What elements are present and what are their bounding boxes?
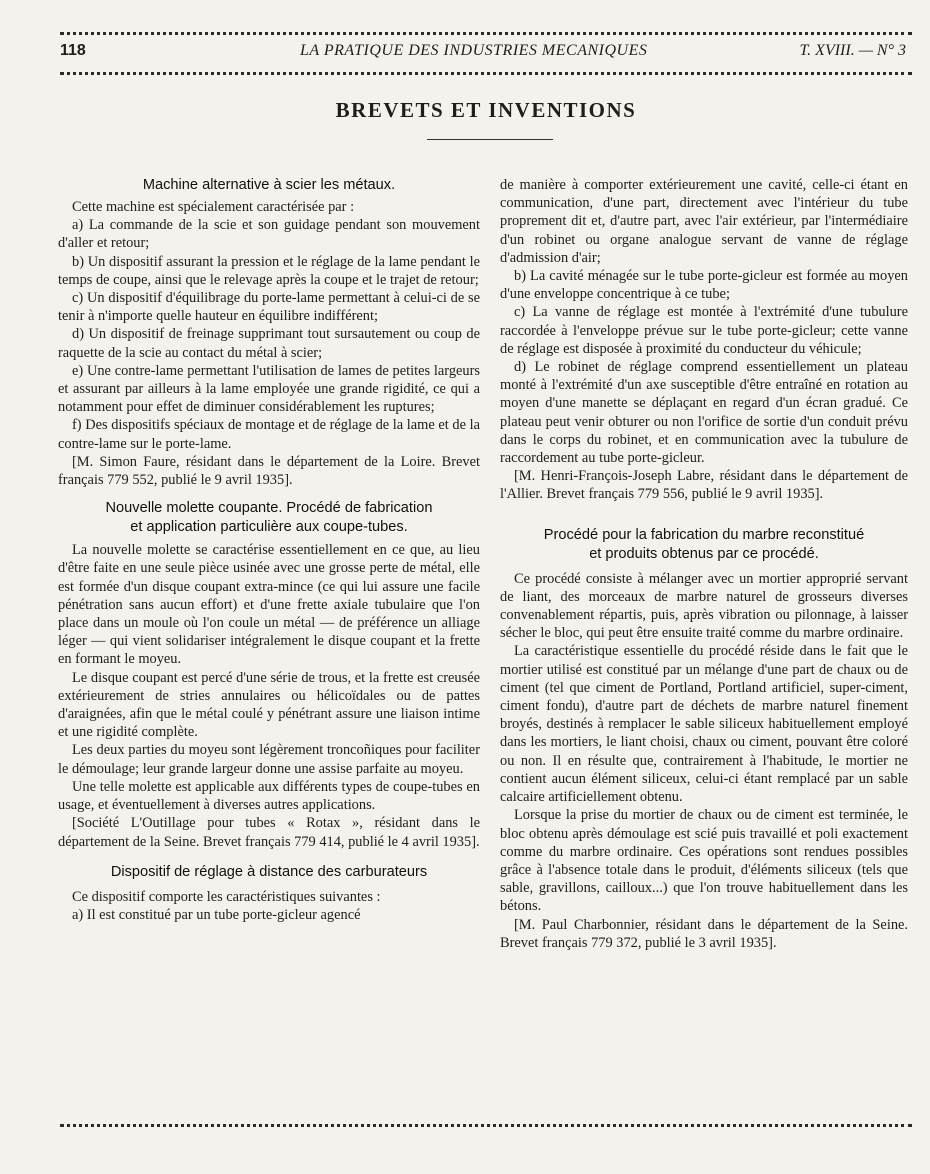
paragraph: b) Un dispositif assurant la pression et le réglage de la lame pendant le temps de coupe, ainsi que le relevage après la coupe et le trajet de retour; xyxy=(58,253,480,288)
section-heading-line: Procédé pour la fabrication du marbre reconstitué xyxy=(543,526,865,543)
section-heading-line: Nouvelle molette coupante. Procédé de fabrication xyxy=(105,500,433,517)
page-number: 118 xyxy=(60,42,86,59)
patent-reference: [Société L'Outillage pour tubes « Rotax », résidant dans le département de la Seine. Brevet français 779 414, publié le 4 avril 1935]. xyxy=(58,815,480,850)
section-heading: Dispositif de réglage à distance des carburateurs xyxy=(110,863,428,880)
paragraph: e) Une contre-lame permettant l'utilisation de lames de petites largeurs et assurant par ailleurs à la lame employée une grande rigidité, ce qui a notamment pour effet de diminuer considérablement les ruptures; xyxy=(58,362,480,416)
patent-reference: [M. Henri-François-Joseph Labre, résidant dans le département de l'Allier. Brevet français 779 556, publié le 9 avril 1935]. xyxy=(500,468,908,503)
paragraph: d) Le robinet de réglage comprend essentiellement un plateau monté à l'extrémité d'un axe susceptible d'être entraîné en rotation au moyen d'une manette se déplaçant en regard d'un écran gradué. Ce plateau peut venir obturer ou non l'orifice de sortie d'un conduit prévu dans le corps du robinet, et en communication avec la tubulure de raccordement au tube porte-gicleur. xyxy=(500,359,908,467)
header-bottom-rule xyxy=(60,72,912,75)
paragraph: La nouvelle molette se caractérise essentiellement en ce que, au lieu d'être faite en une seule pièce usinée avec une grosse perte de métal, elle est formée d'un disque coupant extra-mince (ce qui lui assure une facile pénétration sans aucun effort) et d'une frette axiale tubulaire que l'on place dans un moule où l'on coule un métal — de préférence un alliage léger — qui vient solidariser intégralement le disque coupant et la frette en formant le moyeu. xyxy=(58,542,480,668)
volume-issue: T. XVIII. — N° 3 xyxy=(799,42,906,59)
paragraph: d) Un dispositif de freinage supprimant tout sursautement ou coup de raquette de la scie au contact du métal à scier; xyxy=(58,326,480,361)
patent-reference: [M. Simon Faure, résidant dans le département de la Loire. Brevet français 779 552, publié le 9 avril 1935]. xyxy=(58,453,480,489)
paragraph: f) Des dispositifs spéciaux de montage et de réglage de la lame et de la contre-lame sur le porte-lame. xyxy=(58,417,480,452)
paragraph: Les deux parties du moyeu sont légèrement troncoñiques pour faciliter le démoulage; leur grande largeur donne une assise parfaite au moyeu. xyxy=(58,742,480,777)
paragraph: Lorsque la prise du mortier de chaux ou de ciment est terminée, le bloc obtenu après démoulage est scié puis travaillé et poli exactement comme du marbre ordinaire. Ces opérations sont rendues possibles grâce à l'absence totale dans le produit, d'éléments siliceux (tels que sable, gravillons, cailloux...) que l'on trouve habituellement dans les bétons. xyxy=(500,807,908,915)
header-top-rule xyxy=(60,32,912,35)
section-heading xyxy=(500,526,908,545)
paragraph: b) La cavité ménagée sur le tube porte-gicleur est formée au moyen d'une enveloppe concentrique à ce tube; xyxy=(500,268,908,303)
title-underline xyxy=(427,139,553,140)
paragraph: c) Un dispositif d'équilibrage du porte-lame permettant à celui-ci de se tenir à n'importe quelle hauteur en équilibre indifférent; xyxy=(58,290,480,325)
patent-reference: [M. Paul Charbonnier, résidant dans le département de la Seine. Brevet français 779 372, publié le 3 avril 1935]. xyxy=(500,916,908,951)
section-heading xyxy=(58,518,480,537)
paragraph: Ce procédé consiste à mélanger avec un mortier approprié servant de liant, des morceaux de marbre naturel de grosseurs diverses convenablement répartis, puis, après vibration ou pilonnage, à laisser sécher le bloc, qui peut être ensuite traité comme du marbre ordinaire. xyxy=(500,570,908,642)
right-column xyxy=(500,176,908,952)
paragraph: Le disque coupant est percé d'une série de trous, et la frette est creusée extérieurement de stries annulaires ou hélicoïdales ou de pattes d'araignées, afin que le métal coulé y pénétrant assure une liaison intime et une rigidité complète. xyxy=(58,669,480,741)
paragraph: Cette machine est spécialement caractérisée par : xyxy=(72,199,355,215)
journal-title: LA PRATIQUE DES INDUSTRIES MECANIQUES xyxy=(300,42,648,59)
paragraph: a) Il est constitué par un tube porte-gicleur agencé xyxy=(72,906,361,923)
running-header xyxy=(60,42,912,64)
paragraph: c) La vanne de réglage est montée à l'extrémité d'une tubulure raccordée à l'enveloppe prévue sur le tube porte-gicleur; cette vanne de réglage est disposée à proximité du conducteur du véhicule; xyxy=(500,304,908,357)
footer-rule xyxy=(60,1124,912,1127)
left-column xyxy=(58,176,480,924)
section-heading-line: et application particulière aux coupe-tubes. xyxy=(130,519,408,536)
paragraph: La caractéristique essentielle du procédé réside dans le fait que le mortier utilisé est constitué par un mélange d'une part de chaux ou de ciment (tel que ciment de Portland, Portland artificiel, super-ciment, ciment fondu), d'autre part de déchets de marbre naturel finement broyés, destinés à remplacer le sable siliceux habituellement employé dans les mortiers, le liant choisi, chaux ou ciment, pouvant être coloré ou non. Il en résulte que, contrairement à l'habitude, le mortier ne contient aucun élément siliceux, celui-ci étant remplacé par un sable calcaire artificiellement obtenu. xyxy=(500,643,908,806)
section-heading xyxy=(500,545,908,564)
paragraph: de manière à comporter extérieurement une cavité, celle-ci étant en communication, d'une part, directement avec l'intérieur du tube proprement dit et, d'autre part, avec l'air extérieur, par l'intermédiaire d'un robinet ou organe analogue servant de vanne de réglage d'admission d'air; xyxy=(500,177,908,266)
section-heading: Machine alternative à scier les métaux. xyxy=(142,177,396,193)
paragraph: Une telle molette est applicable aux différents types de coupe-tubes en usage, et éventuellement à diverses autres applications. xyxy=(58,778,480,814)
page-title: BREVETS ET INVENTIONS xyxy=(335,98,637,122)
section-heading-line: et produits obtenus par ce procédé. xyxy=(589,545,819,562)
section-heading xyxy=(58,499,480,518)
paragraph: a) La commande de la scie et son guidage pendant son mouvement d'aller et retour; xyxy=(58,217,480,252)
paragraph: Ce dispositif comporte les caractéristiques suivantes : xyxy=(72,888,381,905)
